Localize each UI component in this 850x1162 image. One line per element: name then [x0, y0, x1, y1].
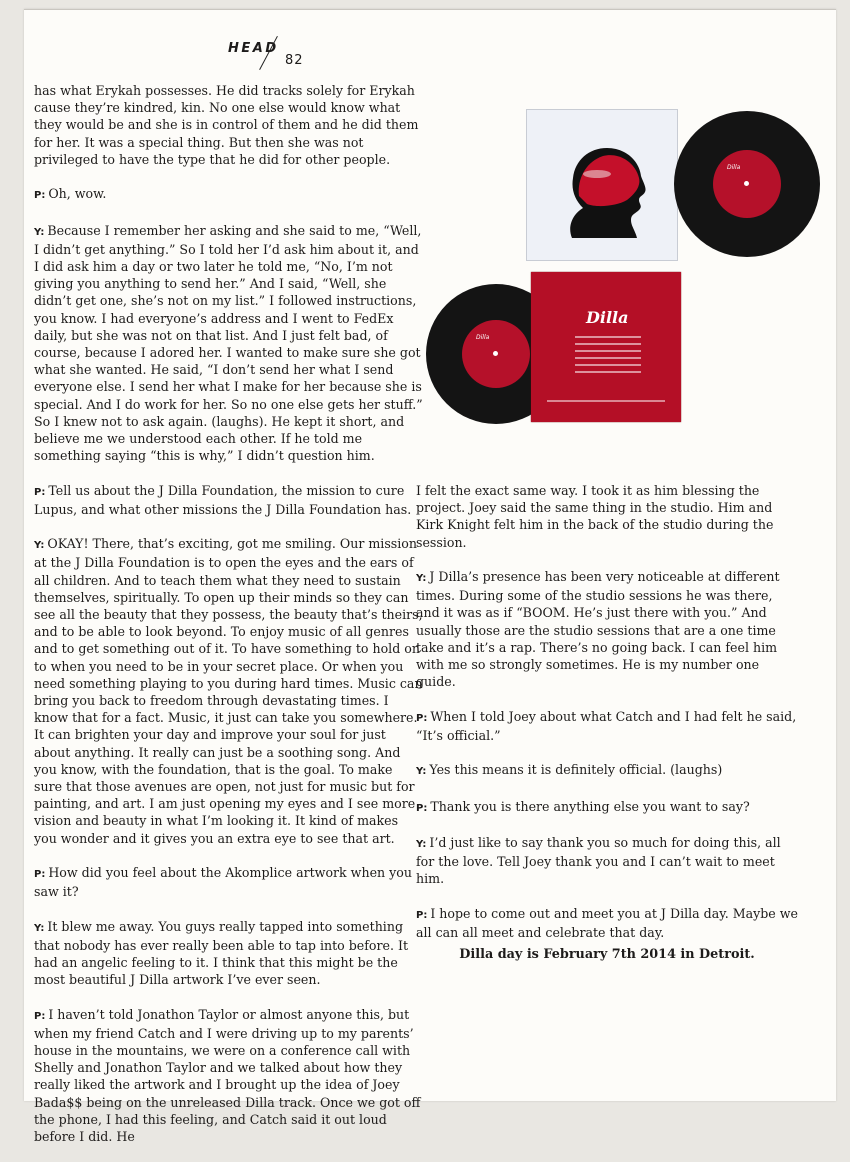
closing-note: Dilla day is February 7th 2014 in Detroit.	[459, 947, 755, 962]
vinyl-record-1	[674, 111, 820, 257]
right-column	[416, 482, 798, 958]
record-sleeve-silhouette	[526, 109, 678, 261]
paragraph-text: Yes this means it is definitely official. (laughs)	[429, 762, 723, 778]
record-label-1	[713, 150, 781, 218]
section-title: HEAD	[228, 41, 279, 56]
paragraph-text: When I told Joey about what Catch and I had felt he said, “It’s official.”	[416, 708, 797, 743]
interview-paragraph	[416, 761, 798, 780]
left-column	[34, 82, 427, 1162]
record-sleeve-red	[531, 272, 681, 422]
paragraph-text: Thank you is there anything else you want to say?	[430, 798, 750, 814]
paragraph-text: How did you feel about the Akomplice artwork when you saw it?	[34, 865, 412, 900]
silhouette-artwork	[527, 110, 677, 260]
record-label-2-logo: Dilla	[476, 334, 490, 341]
speaker-label: P:	[34, 1010, 46, 1022]
interview-paragraph	[416, 568, 798, 690]
record-label-1-logo: Dilla	[727, 164, 741, 171]
interview-paragraph	[416, 482, 798, 551]
speaker-label: P:	[416, 712, 428, 724]
interview-paragraph	[416, 708, 798, 744]
paragraph-text: OKAY! There, that’s exciting, got me smiling. Our mission at the J Dilla Foundation is to open the eyes and the ears of all children. And to teach them what they need to sustain themselves, spiritually. To open up their minds so they can see all the beauty that they possess, the beauty that’s theirs, and to be able to look beyond. To enjoy music of all genres and to get something out of it. To have something to hold on to when you need to be in your secret place. Or when you need something playing to you during hard times. Music can bring you back to freedom through devastating times. I know that for a fact. Music, it just can take you somewhere. It can brighten your day and improve your soul for just about anything. It really can just be a soothing song. And you know, with the foundation, that is the goal. To make sure that those avenues are open, not just for music but for painting, and art. I am just opening my eyes and I see more vision and beauty in what I’m looking it. It kind of makes you wonder and it gives you an extra eye to see that art.	[34, 536, 423, 846]
spindle-hole	[744, 181, 749, 186]
paragraph-text: Tell us about the J Dilla Foundation, the mission to cure Lupus, and what other missions the J Dilla Foundation has.	[34, 482, 412, 517]
interview-paragraph	[416, 834, 798, 888]
speaker-label: P:	[34, 486, 46, 498]
paragraph-text: I haven’t told Jonathon Taylor or almost anyone this, but when my friend Catch and I were driving up to my parents’ house in the mountains, we were on a conference call with Shelly and Jonathon Taylor and we talked about how they really liked the artwork and I brought up the idea of Joey Bada$$ being on the unreleased Dilla track. Once we got off the phone, I had this feeling, and Catch said it out loud before I did. He	[34, 1006, 421, 1145]
speaker-label: Y:	[416, 838, 427, 850]
paragraph-text: I’d just like to say thank you so much for doing this, all for the love. Tell Joey thank you and I can’t wait to meet him.	[416, 834, 781, 887]
speaker-label: Y:	[34, 540, 45, 552]
paragraph-text: It blew me away. You guys really tapped into something that nobody has ever really been able to tap into before. It had an angelic feeling to it. I think that this might be the most beautiful J Dilla artwork I’ve ever seen.	[34, 918, 409, 988]
interview-paragraph	[34, 482, 424, 518]
sleeve-footer-line	[547, 400, 665, 402]
interview-paragraph	[34, 1006, 424, 1146]
interview-paragraph	[34, 82, 424, 168]
paragraph-text: I hope to come out and meet you at J Dilla day. Maybe we all can all meet and celebrate that day.	[416, 905, 798, 940]
paragraph-text: J Dilla’s presence has been very noticeable at different times. During some of the studio sessions he was there, and it was as if “BOOM. He’s just there with you.” And usually those are the studio sessions that are a one time take and it’s a rap. There’s no going back. I can feel him with me so strongly sometimes. He is my number one guide.	[416, 569, 780, 690]
interview-paragraph	[34, 185, 424, 204]
page-header	[228, 36, 348, 80]
spindle-hole	[493, 351, 498, 356]
interview-paragraph	[416, 905, 798, 941]
interview-paragraph	[34, 535, 427, 847]
speaker-label: P:	[34, 869, 46, 881]
speaker-label: P:	[34, 190, 46, 202]
speaker-label: P:	[416, 802, 428, 814]
interview-paragraph	[34, 918, 424, 989]
paragraph-text: Oh, wow.	[48, 186, 107, 202]
speaker-label: P:	[416, 909, 428, 921]
page-number: 82	[285, 53, 304, 68]
interview-paragraph	[34, 222, 424, 465]
speaker-label: Y:	[34, 226, 45, 238]
record-label-2	[462, 320, 530, 388]
paragraph-text: I felt the exact same way. I took it as him blessing the project. Joey said the same thing in the studio. Him and Kirk Knight felt him in the back of the studio during the session.	[416, 483, 774, 550]
paragraph-text: Because I remember her asking and she said to me, “Well, I didn’t get anything.” So I told her I’d ask him about it, and I did ask him a day or two later he told me, “No, I’m not giving you anything to send her.” And I said, “Well, she didn’t get one, she’s not on my list.” I followed instructions, you know. I had everyone’s address and I went to FedEx daily, but she was not on that list. And I just felt bad, of course, because I adored her. I wanted to make sure she got what she wanted. He said, “I don’t send her what I send everyone else. I send her what I make for her because she is special. And I do work for her. So no one else gets her stuff.” So I knew not to ask again. (laughs). He kept it short, and believe me we understood each other. If he told me something saying “this is why,” I didn’t question him.	[34, 222, 423, 464]
speaker-label: Y:	[416, 766, 427, 778]
cover-logo: Dilla	[586, 308, 629, 327]
interview-paragraph	[416, 798, 798, 817]
tracklist-lines	[575, 336, 641, 378]
speaker-label: Y:	[416, 573, 427, 584]
interview-paragraph	[34, 864, 424, 900]
paragraph-text: has what Erykah possesses. He did tracks solely for Erykah cause they’re kindred, kin. No one else would know what they would be and she is in control of them and he did them for her. It was a special thing. But then she was not privileged to have the type that he did for other people.	[34, 83, 419, 167]
speaker-label: Y:	[34, 922, 45, 934]
